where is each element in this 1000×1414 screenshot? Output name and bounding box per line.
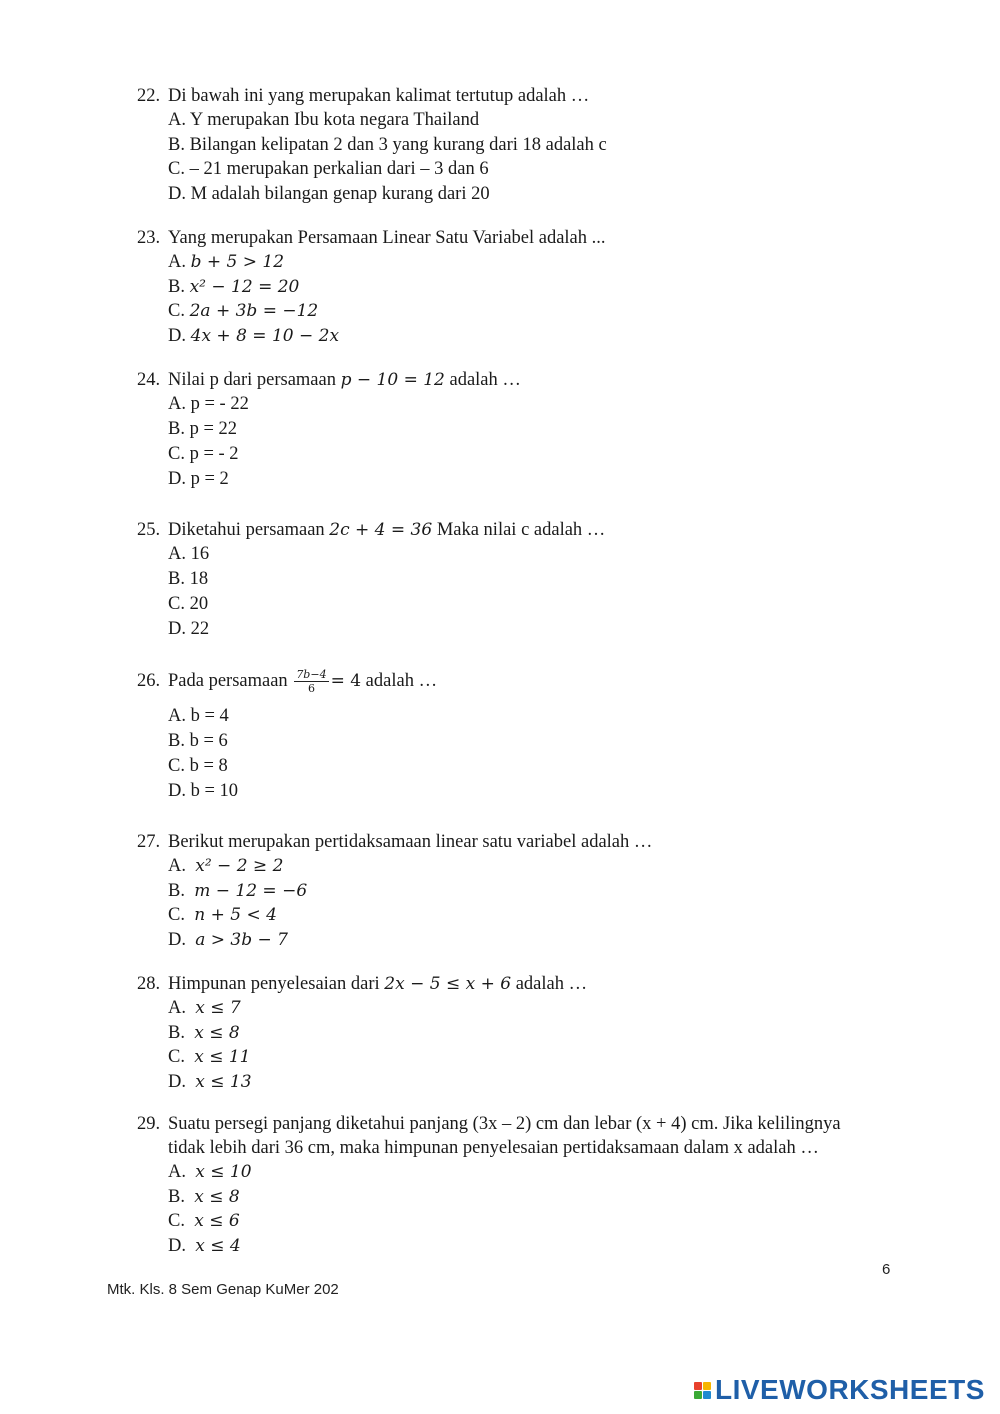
math-expression: 4x + 8 = 10 − 2x: [190, 325, 340, 346]
option-a: A. p = - 22: [168, 394, 249, 414]
option-c: C. n + 5 < 4: [168, 905, 277, 925]
footer-text: Mtk. Kls. 8 Sem Genap KuMer 202: [107, 1281, 339, 1298]
option-c: C. b = 8: [168, 756, 228, 776]
logo-text: LIVEWORKSHEETS: [715, 1374, 985, 1405]
question-number: 28.: [137, 974, 161, 994]
logo-mark-icon: [694, 1382, 711, 1399]
option-a: A. b + 5 > 12: [168, 252, 285, 272]
option-a: A. 16: [168, 544, 210, 564]
question-text-line2: tidak lebih dari 36 cm, maka himpunan penyelesaian pertidaksamaan dalam x adalah …: [168, 1138, 819, 1158]
math-expression: n + 5 < 4: [194, 905, 277, 925]
option-c: C. – 21 merupakan perkalian dari – 3 dan 6: [168, 159, 489, 179]
option-c: C. 2a + 3b = −12: [168, 301, 319, 321]
option-a: A. Y merupakan Ibu kota negara Thailand: [168, 110, 480, 130]
math-expression: x² − 12 = 20: [189, 276, 300, 297]
option-c: C. p = - 2: [168, 444, 239, 464]
option-d: D. p = 2: [168, 469, 229, 489]
math-expression: x ≤ 8: [194, 1022, 240, 1043]
math-expression: 2x − 5 ≤ x + 6: [384, 974, 512, 994]
option-c: C. x ≤ 6: [168, 1211, 240, 1231]
question-22: [137, 84, 607, 206]
logo-square-yellow: [703, 1382, 711, 1390]
option-a: A. x² − 2 ≥ 2: [168, 856, 284, 876]
option-d: D. 4x + 8 = 10 − 2x: [168, 325, 340, 346]
math-expression: 2a + 3b = −12: [189, 301, 319, 321]
option-b: B. p = 22: [168, 419, 238, 439]
option-a: A. x ≤ 7: [168, 998, 241, 1018]
option-a: A. b = 4: [168, 706, 229, 726]
math-expression: 2c + 4 = 36: [329, 520, 433, 540]
option-c: C. 20: [168, 594, 209, 614]
math-expression: b + 5 > 12: [190, 252, 285, 272]
logo-square-red: [694, 1382, 702, 1390]
option-c: C. x ≤ 11: [168, 1047, 251, 1067]
option-d: D. x ≤ 4: [168, 1235, 241, 1256]
liveworksheets-logo[interactable]: [694, 1374, 985, 1406]
math-expression: x ≤ 7: [195, 998, 241, 1018]
math-expression: p − 10 = 12: [340, 370, 445, 390]
question-number: 25.: [137, 520, 161, 540]
math-expression: a > 3b − 7: [195, 929, 289, 950]
option-d: D. b = 10: [168, 781, 239, 801]
math-expression: x ≤ 8: [194, 1186, 240, 1207]
question-text-line1: Suatu persegi panjang diketahui panjang (3x – 2) cm dan lebar (x + 4) cm. Jika kelilingnya: [168, 1114, 841, 1134]
option-b: B. m − 12 = −6: [168, 880, 308, 901]
question-text: Berikut merupakan pertidaksamaan linear satu variabel adalah …: [168, 832, 653, 852]
math-expression: x ≤ 6: [194, 1211, 240, 1231]
question-26: 26. Pada persamaan $\frac{7b-4}{6}$ = 4 adalah … A. b = 4 B. b = 6 C. b = 8 D. b = 10: [137, 668, 437, 804]
option-d: D. 22: [168, 619, 210, 639]
math-expression: m − 12 = −6: [194, 880, 308, 901]
option-b: B. x² − 12 = 20: [168, 276, 300, 297]
question-text: Yang merupakan Persamaan Linear Satu Variabel adalah ...: [168, 228, 606, 248]
question-number: 24.: [137, 370, 161, 390]
question-number: 22.: [137, 86, 161, 106]
option-b: B. 18: [168, 569, 209, 589]
option-b: B. x ≤ 8: [168, 1022, 240, 1043]
question-number: 27.: [137, 832, 161, 852]
math-expression: x ≤ 11: [194, 1047, 251, 1067]
option-d: D. x ≤ 13: [168, 1071, 252, 1092]
math-expression: x ≤ 13: [195, 1071, 252, 1092]
logo-square-green: [694, 1391, 702, 1399]
question-number: 23.: [137, 228, 161, 248]
option-d: D. M adalah bilangan genap kurang dari 20: [168, 183, 490, 204]
question-28: 28. Himpunan penyelesaian dari 2x − 5 ≤ x + 6 adalah … A. x ≤ 7 B. x ≤ 8 C. x ≤ 11 D. x ≤ 13: [137, 972, 587, 1094]
question-text: Di bawah ini yang merupakan kalimat tertutup adalah …: [168, 86, 590, 106]
math-expression: x ≤ 4: [195, 1235, 241, 1256]
option-b: B. x ≤ 8: [168, 1186, 240, 1207]
question-number: 29.: [137, 1114, 161, 1134]
logo-square-blue: [703, 1391, 711, 1399]
question-number: 26.: [137, 670, 161, 691]
page-number: 6: [882, 1261, 891, 1278]
fraction: $\frac{7b-4}{6}$: [296, 668, 327, 695]
math-expression: x ≤ 10: [195, 1162, 252, 1182]
math-expression: x² − 2 ≥ 2: [195, 856, 284, 876]
question-29: [137, 1112, 841, 1258]
question-27: [137, 830, 652, 952]
option-b: B. b = 6: [168, 731, 228, 751]
option-a: A. x ≤ 10: [168, 1162, 252, 1182]
option-d: D. a > 3b − 7: [168, 929, 289, 950]
option-b: B. Bilangan kelipatan 2 dan 3 yang kurang dari 18 adalah c: [168, 134, 607, 155]
question-24: 24. Nilai p dari persamaan p − 10 = 12 adalah … A. p = - 22 B. p = 22 C. p = - 2 D. p = 2: [137, 368, 521, 492]
math-expression: = 4: [330, 670, 362, 691]
question-25: 25. Diketahui persamaan 2c + 4 = 36 Maka nilai c adalah … A. 16 B. 18 C. 20 D. 22: [137, 518, 605, 642]
question-23: [137, 226, 606, 348]
